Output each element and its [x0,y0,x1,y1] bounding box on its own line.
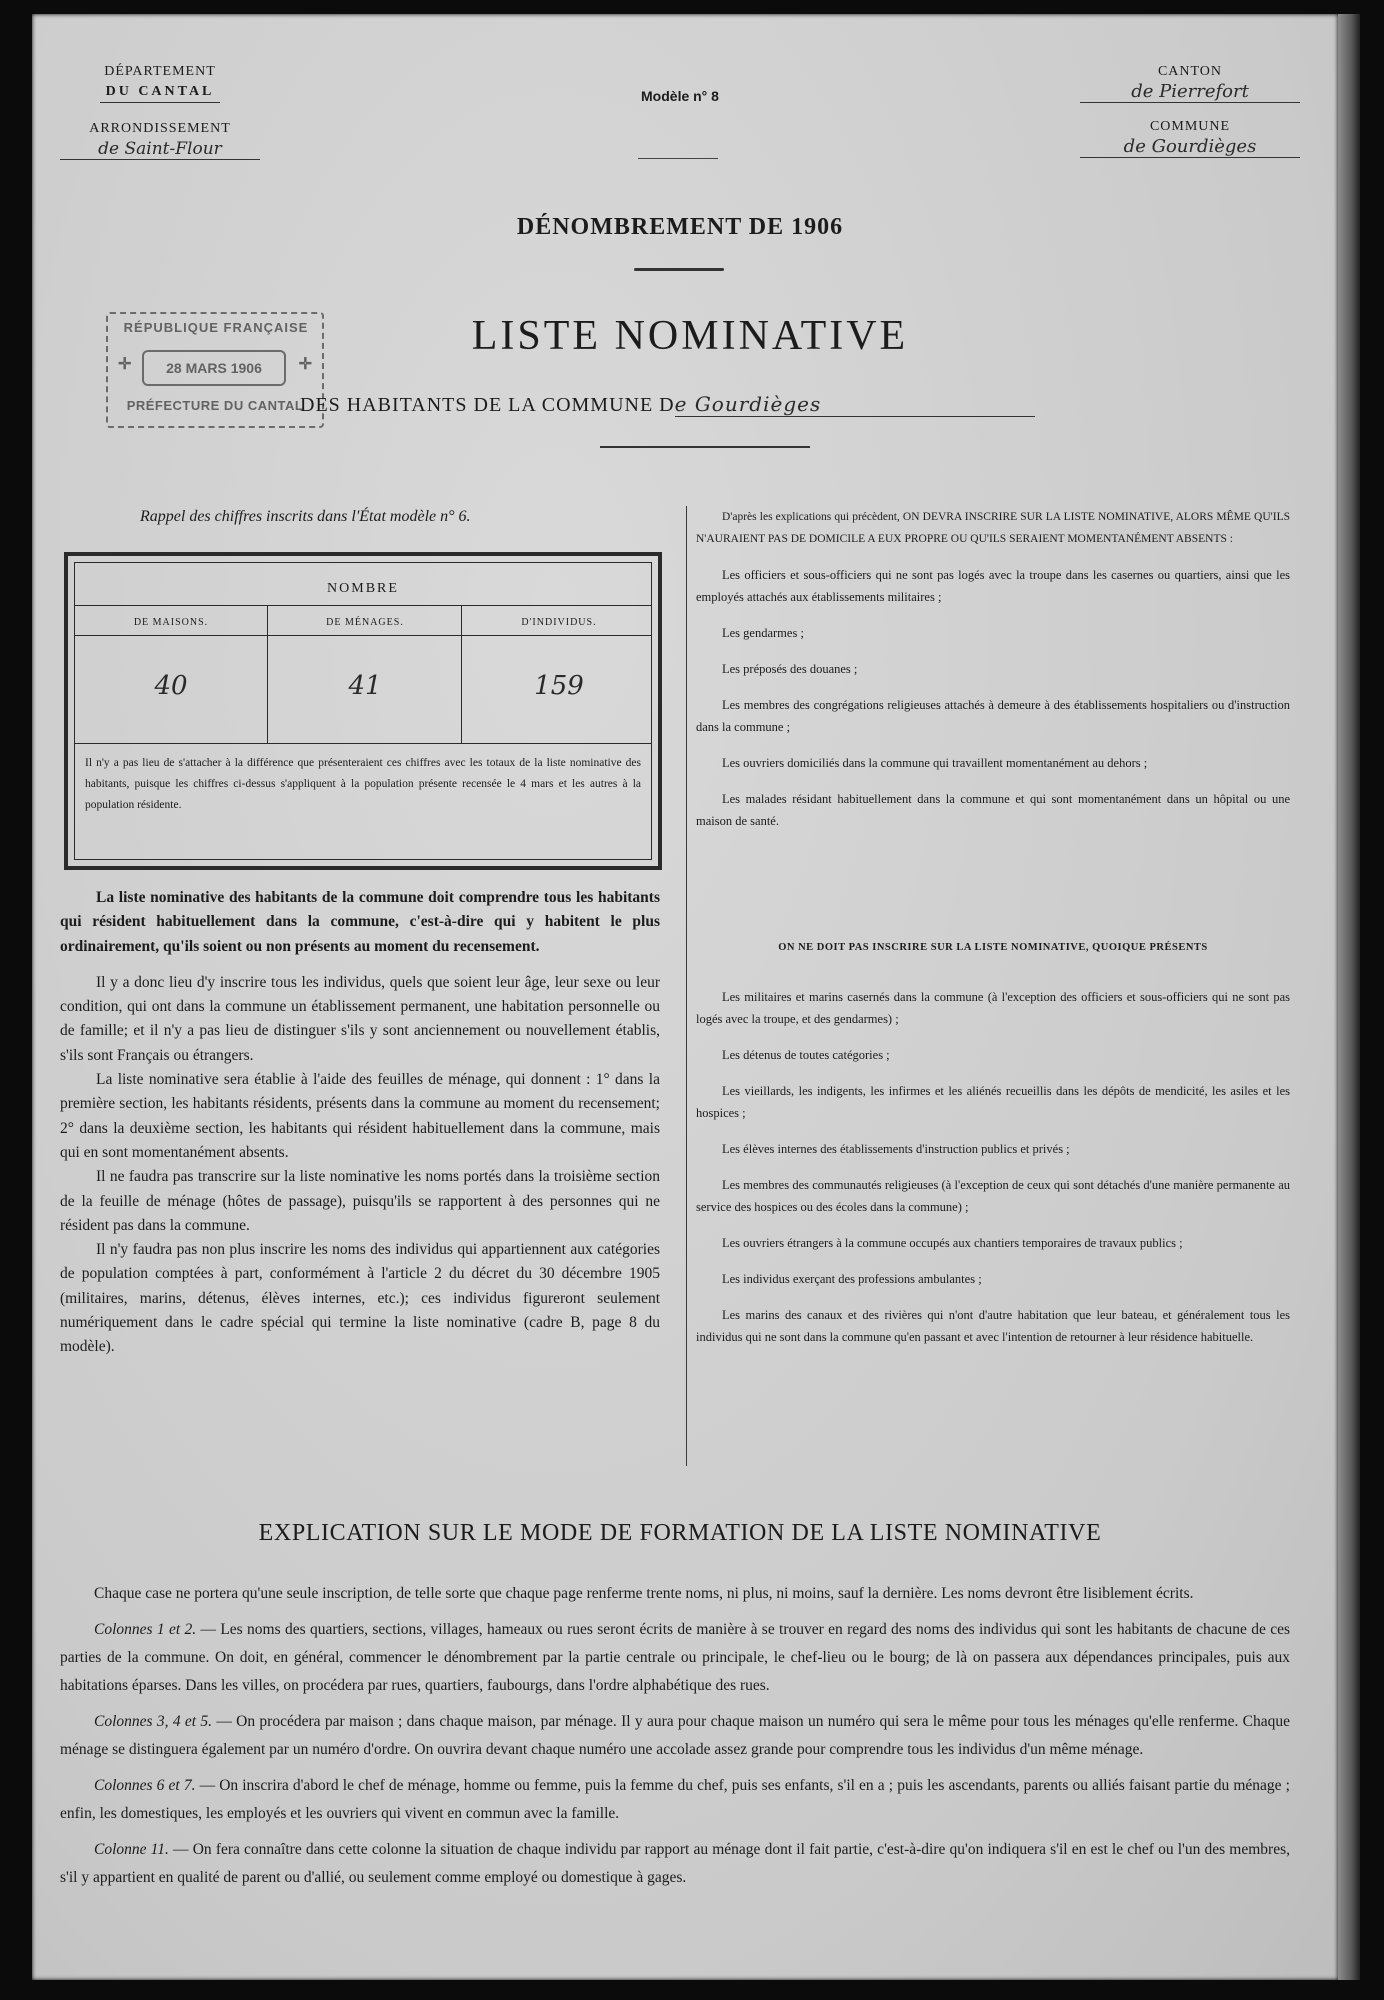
right-instructions-inscrire [696,506,1290,846]
table-title: NOMBRE [327,581,399,596]
paragraph: Il y a donc lieu d'y inscrire tous les individus, quels que soient leur âge, leur sexe ou leur condition, qui ont dans la commune un établissement permanent, une habitation personnelle ou de famille; et il n'y a pas lieu de distinguer s'ils y sont anciennement ou nouvellement établis, s'ils sont Français ou étrangers. [60,973,660,1064]
departement-label: DÉPARTEMENT [104,64,216,79]
left-instructions [60,886,660,1360]
explication-title: EXPLICATION SUR LE MODE DE FORMATION DE LA LISTE NOMINATIVE [258,1520,1102,1546]
list-item: Les individus exerçant des professions ambulantes ; [722,1272,982,1286]
stamp-date: 28 MARS 1906 [142,350,286,386]
list-item: Les vieillards, les indigents, les infirmes et les aliénés recueillis dans les dépôts de mendicité, les asiles et les hospices ; [696,1084,1290,1120]
header-canton-block [1080,62,1300,158]
paragraph-text: — On fera connaître dans cette colonne la situation de chaque individu par rapport au ménage dont il fait partie, c'est-à-dire qu'on indiquera s'il en est le chef ou l'un des membres, s'il y appartient en qualité de parent ou d'allié, ou seulement comme employé ou domestique à gages. [60,1841,1290,1886]
list-item: Les gendarmes ; [722,626,804,640]
list-item: Les militaires et marins casernés dans la commune (à l'exception des officiers et sous-officiers qui ne sont pas logés avec la troupe, et des gendarmes) ; [696,990,1290,1026]
modele-number: Modèle n° 8 [641,88,719,104]
arrondissement-value: de Saint-Flour [60,139,260,160]
arrondissement-label: ARRONDISSEMENT [89,121,231,136]
header-departement-block [60,62,260,160]
canton-value: de Pierrefort [1080,82,1300,103]
habitants-line [300,392,1080,417]
paragraph [60,1708,1290,1764]
menages-value: 41 [348,671,382,701]
ornament-divider [634,268,724,271]
rappel-caption: Rappel des chiffres inscrits dans l'État modèle n° 6. [140,508,471,525]
list-item: Les malades résidant habituellement dans la commune et qui sont momentanément dans un hôpital ou une maison de santé. [696,792,1290,828]
paragraph: La liste nominative sera établie à l'aide des feuilles de ménage, qui donnent : 1° dans la première section, les habitants résidents, présents dans la commune au moment du recensement; 2° dans la deuxième section, les habitants qui résident habituellement dans la commune, mais qui en sont momentanément absents. [60,1071,660,1161]
commune-value: de Gourdièges [1080,137,1300,158]
list-item: Les ouvriers domiciliés dans la commune qui travaillent momentanément au dehors ; [722,756,1148,770]
list-item: Les élèves internes des établissements d'instruction publics et privés ; [722,1142,1070,1156]
column-label: Colonnes 1 et 2. [94,1621,197,1638]
column-divider [686,506,687,1466]
column-header: DE MAISONS. [133,617,209,628]
paragraph [60,1772,1290,1828]
column-header: D'INDIVIDUS. [521,617,597,628]
denombrement-title: DÉNOMBREMENT DE 1906 [516,214,844,240]
explication-body [60,1580,1290,1900]
list-item: Les membres des communautés religieuses (à l'exception de ceux qui sont détachés d'une manière permanente au service des hospices ou des écoles dans la commune) ; [696,1178,1290,1214]
list-item: Les membres des congrégations religieuses attachés à demeure à des établissements hospitaliers ou d'instruction dans la commune ; [696,698,1290,734]
list-item: Les officiers et sous-officiers qui ne sont pas logés avec la troupe dans les casernes ou quartiers, ainsi que les employés attachés aux établissements militaires ; [696,568,1290,604]
departement-value: DU CANTAL [100,82,221,103]
paragraph-text: — Les noms des quartiers, sections, villages, hameaux ou rues seront écrits de manière à se trouver en regard des noms des individus qui sont les habitants de chacune de ces parties de la commune. On doit, en général, commencer le dénombrement par la partie centrale ou principale, le chef-lieu ou le bourg; de là on passera aux dépendances principales, puis aux habitations éparses. Dans les villes, on procédera par rues, quartiers, faubourgs, dans l'ordre alphabétique des rues. [60,1621,1291,1694]
paragraph-text: — On inscrira d'abord le chef de ménage, homme ou femme, puis la femme du chef, puis ses enfants, s'il en a ; puis les ascendants, parents ou alliés faisant partie du ménage ; enfin, les domestiques, les employés et les ouvriers qui vivent en commun avec la famille. [60,1777,1290,1822]
column-label: Colonnes 3, 4 et 5. [94,1713,213,1730]
canton-label: CANTON [1157,64,1223,79]
paragraph [60,1616,1290,1700]
cross-icon: ✛ [298,356,312,373]
paragraph [60,1836,1290,1892]
cross-icon: ✛ [118,356,132,373]
stamp-line-1: RÉPUBLIQUE FRANÇAISE [123,320,309,335]
list-item: Les détenus de toutes catégories ; [722,1048,890,1062]
habitants-commune: e Gourdièges [675,392,1035,417]
paragraph: Il ne faudra pas transcrire sur la liste nominative les noms portés dans la troisième section de la feuille de ménage (hôtes de passage), puisqu'ils se rapportent à des personnes qui ne résident pas dans la commune. [60,1168,660,1234]
list-item: Les marins des canaux et des rivières qui n'ont d'autre habitation que leur bateau, et généralement tous les individus qui ne sont dans la commune qu'en passant et avec l'intention de retourner à leur résidence habituelle. [696,1308,1290,1344]
list-item: Les préposés des douanes ; [722,662,858,676]
ornament-divider [600,446,810,448]
divider [638,158,718,159]
stamp-line-2: PRÉFECTURE DU CANTAL [126,398,304,413]
individus-value: 159 [534,671,584,701]
prefecture-stamp [106,312,324,428]
section-heading: ON NE DOIT PAS INSCRIRE SUR LA LISTE NOMINATIVE, QUOIQUE PRÉSENTS [778,942,1208,953]
paragraph: Chaque case ne portera qu'une seule inscription, de telle sorte que chaque page renferme trente noms, ni plus, ni moins, sauf la dernière. Les noms devront être lisiblement écrits. [94,1585,1194,1602]
nombre-table [64,552,662,870]
paragraph-text: — On procédera par maison ; dans chaque maison, par ménage. Il y aura pour chaque maison un numéro qui sera le même pour tous les ménages qu'elle renferme. Chaque ménage se distinguera également par un numéro d'ordre. On ouvrira devant chaque numéro une accolade assez grande pour comprendre tous les individus d'un même ménage. [60,1713,1290,1758]
liste-nominative-title: LISTE NOMINATIVE [471,313,909,359]
list-item: Les ouvriers étrangers à la commune occupés aux chantiers temporaires de travaux publics ; [722,1236,1183,1250]
commune-label: COMMUNE [1149,119,1231,134]
right-instructions-ne-pas-inscrire [696,986,1290,1362]
paragraph: La liste nominative des habitants de la commune doit comprendre tous les habitants qui résident habituellement dans la commune, c'est-à-dire qui y habitent le plus ordinairement, qu'ils soient ou non présents au moment du recensement. [60,889,660,955]
habitants-prefix: DES HABITANTS DE LA COMMUNE D [300,394,675,416]
column-label: Colonne 11. [94,1841,169,1858]
column-label: Colonnes 6 et 7. [94,1777,196,1794]
table-note: Il n'y a pas lieu de s'attacher à la différence que présenteraient ces chiffres avec les totaux de la liste nominative des habitants, puisque les chiffres ci-dessus s'appliquent à la population présente recensée le 4 mars et les autres à la population résidente. [85,757,641,811]
paragraph: Il n'y faudra pas non plus inscrire les noms des individus qui appartiennent aux catégories de population comptées à part, conformément à l'article 2 du décret du 30 décembre 1905 (militaires, marins, détenus, élèves internes, etc.); ces individus figureront seulement numériquement dans le cadre spécial qui termine la liste nominative (cadre B, page 8 du modèle). [60,1241,660,1356]
column-header: DE MÉNAGES. [326,617,404,628]
maisons-value: 40 [154,671,188,701]
page-edge [1338,14,1360,1980]
intro-paragraph: D'après les explications qui précèdent, ON DEVRA INSCRIRE SUR LA LISTE NOMINATIVE, ALORS MÊME QU'ILS N'AURAIENT PAS DE DOMICILE A EUX PROPRE OU QU'ILS SERAIENT MOMENTANÉMENT ABSENTS : [696,511,1290,545]
